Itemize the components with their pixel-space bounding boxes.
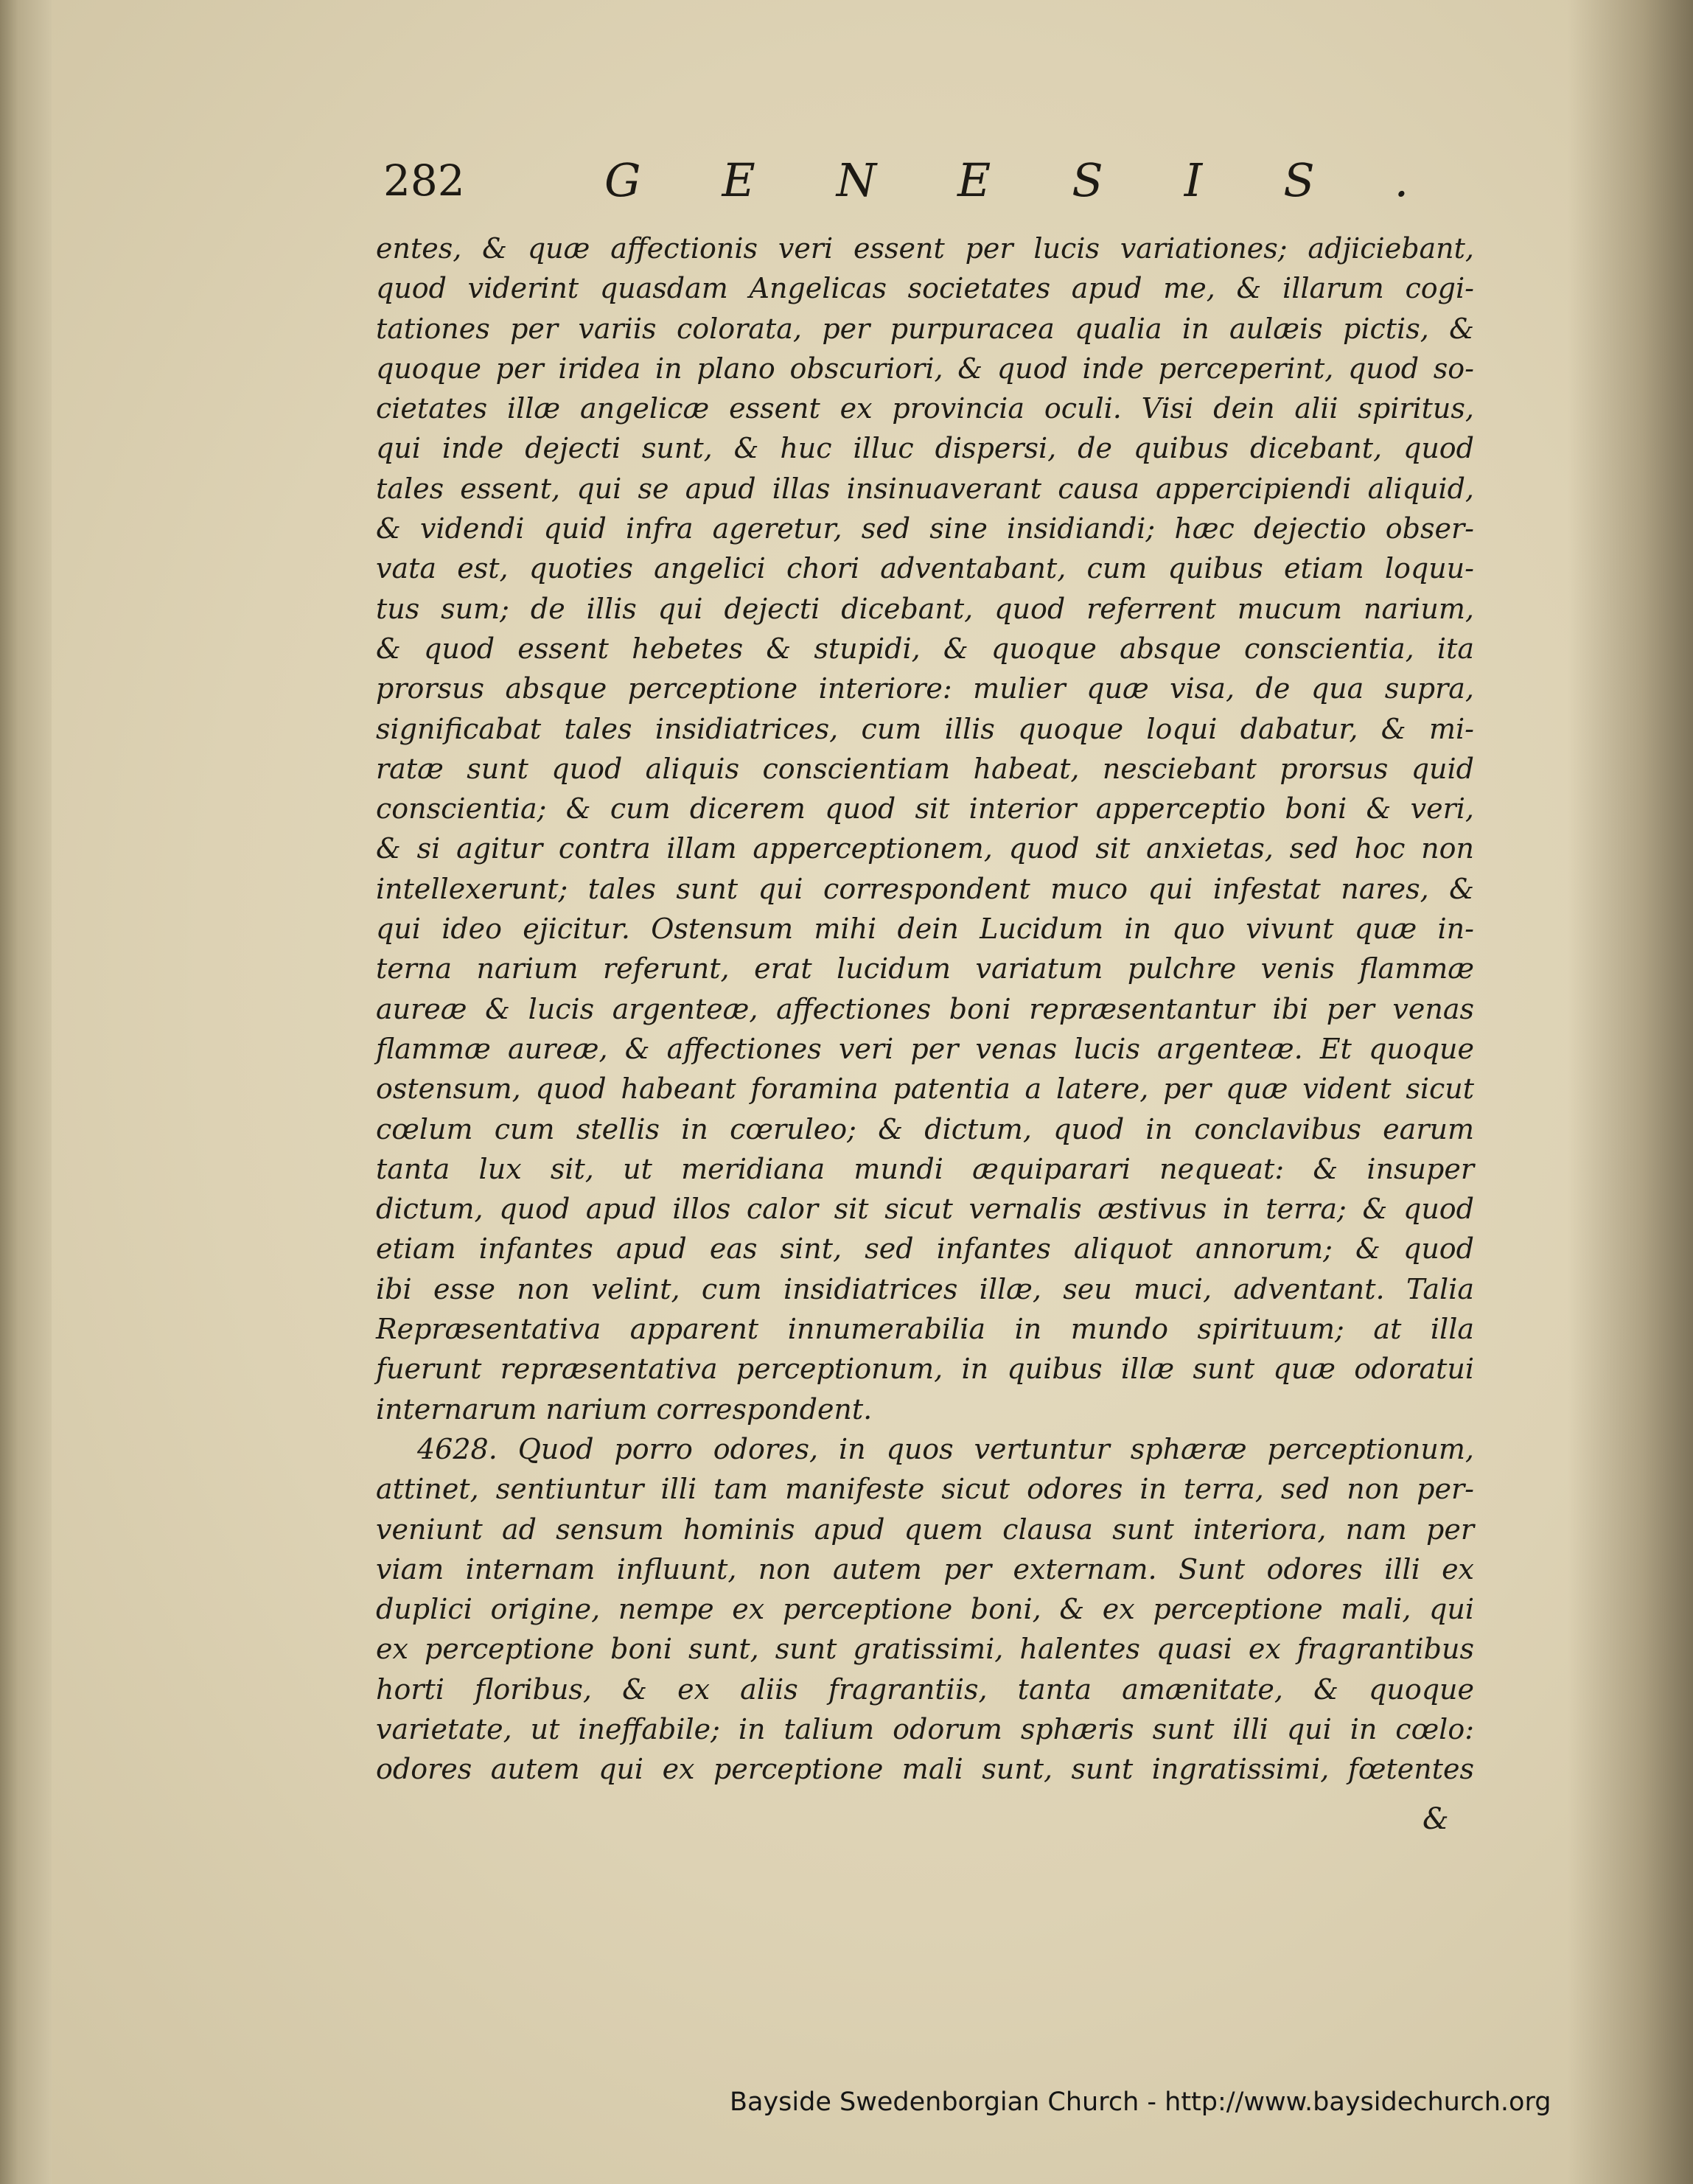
text-line: etiam infantes apud eas sint, sed infantes aliquot annorum; & quod: [376, 1232, 1474, 1266]
text-line: duplici origine, nempe ex perceptione boni, & ex perceptione mali, qui: [376, 1593, 1474, 1626]
text-line: prorsus absque perceptione interiore: mulier quæ visa, de qua supra,: [376, 672, 1474, 705]
text-line: qui ideo ejicitur. Ostensum mihi dein Lucidum in quo vivunt quæ in-: [376, 913, 1474, 946]
text-line: entes, & quæ affectionis veri essent per lucis variationes; adjiciebant,: [376, 232, 1474, 265]
text-line: conscientia; & cum dicerem quod sit interior apperceptio boni & veri,: [376, 792, 1474, 826]
footer-credit: Bayside Swedenborgian Church - http://www.baysidechurch.org: [730, 2087, 1551, 2117]
text-line: odores autem qui ex perceptione mali sunt, sunt ingratissimi, fœtentes: [376, 1753, 1474, 1786]
paragraph-start-line: 4628. Quod porro odores, in quos vertuntur sphæræ perceptionum,: [417, 1432, 1474, 1465]
text-line: quod viderint quasdam Angelicas societates apud me, & illarum cogi-: [376, 272, 1474, 305]
text-line: & videndi quid infra ageretur, sed sine insidiandi; hæc dejectio obser-: [376, 512, 1474, 545]
text-line: & quod essent hebetes & stupidi, & quoque absque conscientia, ita: [376, 632, 1474, 665]
running-title: GENESIS.: [604, 153, 1490, 207]
text-line: terna narium referunt, erat lucidum variatum pulchre venis flammæ: [376, 952, 1474, 985]
text-line: cietates illæ angelicæ essent ex provincia oculi. Visi dein alii spiritus,: [376, 392, 1474, 425]
text-line: ibi esse non velint, cum insidiatrices illæ, seu muci, adventant. Talia: [376, 1272, 1474, 1305]
text-line: tationes per variis colorata, per purpuracea qualia in aulæis pictis, &: [376, 312, 1474, 345]
text-line: ostensum, quod habeant foramina patentia a latere, per quæ vident sicut: [376, 1072, 1474, 1106]
text-line: vata est, quoties angelici chori adventabant, cum quibus etiam loquu-: [376, 552, 1474, 585]
text-line: tanta lux sit, ut meridiana mundi æquiparari nequeat: & insuper: [376, 1152, 1474, 1185]
text-line: varietate, ut ineffabile; in talium odorum sphæris sunt illi qui in cœlo:: [376, 1712, 1474, 1745]
text-line: intellexerunt; tales sunt qui correspondent muco qui infestat nares, &: [376, 872, 1474, 905]
text-line: & si agitur contra illam apperceptionem, quod sit anxietas, sed hoc non: [376, 832, 1474, 865]
text-line: attinet, sentiuntur illi tam manifeste sicut odores in terra, sed non per-: [376, 1473, 1474, 1506]
body-text: [376, 228, 1474, 1790]
text-line: horti floribus, & ex aliis fragrantiis, tanta amænitate, & quoque: [376, 1672, 1474, 1706]
text-line: dictum, quod apud illos calor sit sicut vernalis æstivus in terra; & quod: [376, 1193, 1474, 1226]
text-line: aureæ & lucis argenteæ, affectiones boni repræsentantur ibi per venas: [376, 992, 1474, 1025]
text-line: ratæ sunt quod aliquis conscientiam habeat, nesciebant prorsus quid: [376, 752, 1474, 785]
text-line: fuerunt repræsentativa perceptionum, in quibus illæ sunt quæ odoratui: [376, 1353, 1474, 1386]
catchword: &: [1423, 1802, 1449, 1836]
text-line: significabat tales insidiatrices, cum illis quoque loqui dabatur, & mi-: [376, 712, 1474, 745]
text-line: tus sum; de illis qui dejecti dicebant, quod referrent mucum narium,: [376, 592, 1474, 625]
text-line: cœlum cum stellis in cœruleo; & dictum, quod in conclavibus earum: [376, 1112, 1474, 1145]
text-line: veniunt ad sensum hominis apud quem clausa sunt interiora, nam per: [376, 1513, 1474, 1546]
text-line: internarum narium correspondent.: [376, 1392, 873, 1426]
page-edge-shadow: [1568, 0, 1693, 2184]
text-line: quoque per iridea in plano obscuriori, & quod inde perceperint, quod so-: [376, 352, 1474, 385]
text-line: Repræsentativa apparent innumerabilia in mundo spirituum; at illa: [376, 1313, 1474, 1346]
text-line: viam internam influunt, non autem per externam. Sunt odores illi ex: [376, 1552, 1474, 1585]
text-line: ex perceptione boni sunt, sunt gratissimi, halentes quasi ex fragrantibus: [376, 1633, 1474, 1666]
text-line: flammæ aureæ, & affectiones veri per venas lucis argenteæ. Et quoque: [376, 1032, 1474, 1065]
page-gutter-edge: [0, 0, 52, 2184]
text-line: tales essent, qui se apud illas insinuaverant causa appercipiendi aliquid,: [376, 472, 1474, 505]
page-header: [383, 151, 1490, 210]
page-number: 282: [383, 156, 465, 206]
text-line: qui inde dejecti sunt, & huc illuc dispersi, de quibus dicebant, quod: [376, 432, 1474, 465]
